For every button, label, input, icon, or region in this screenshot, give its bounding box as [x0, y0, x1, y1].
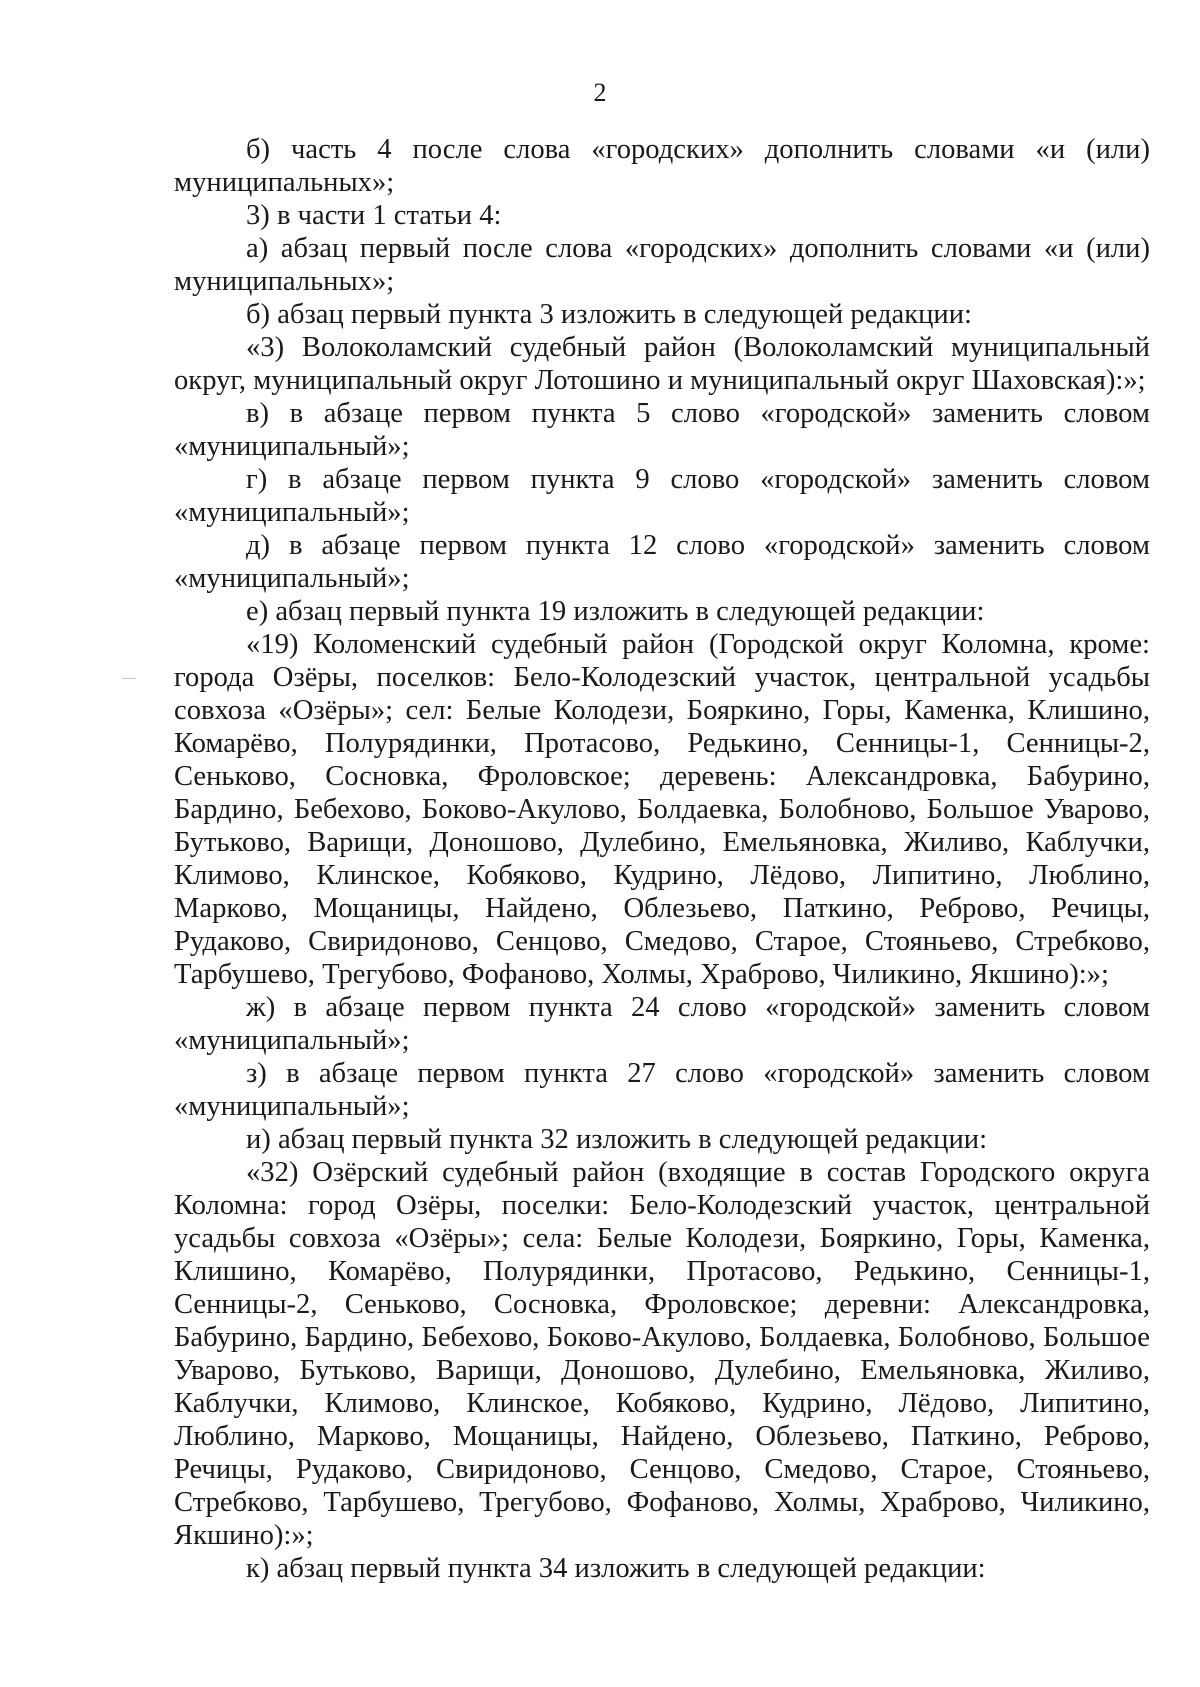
paragraph: «32) Озёрский судебный район (входящие в состав Городского округа Коломна: город Озёры, поселки: Бело-Колодезский участок, центральной усадьбы совхоза «Озёры»; села: Белые Колодези, Бояркино, Горы, Каменка, Клишино, Комарёво, Полурядинки, Протасово, Редькино, Сенницы-1, Сенницы-2, Сеньково, Сосновка, Фроловское; деревни: Александровка, Бабурино, Бардино, Бебехово, Боково-Акулово, Болдаевка, Болобново, Большое Уварово, Бутьково, Варищи, Доношово, Дулебино, Емельяновка, Жиливо, Каблучки, Климово, Клинское, Кобяково, Кудрино, Лёдово, Липитино, Люблино, Марково, Мощаницы, Найдено, Облезьево, Паткино, Реброво, Речицы, Рудаково, Свиридоново, Сенцово, Смедово, Старое, Стояньево, Стребково, Тарбушево, Трегубово, Фофаново, Холмы, Храброво, Чиликино, Якшино):»; — [174, 1157, 1150, 1551]
paragraph: «19) Коломенский судебный район (Городской округ Коломна, кроме: города Озёры, поселков: Бело-Колодезский участок, центральной усадьбы совхоза «Озёры»; сел: Белые Колодези, Бояркино, Горы, Каменка, Клишино, Комарёво, Полурядинки, Протасово, Редькино, Сенницы-1, Сенницы-2, Сеньково, Сосновка, Фроловское; деревень: Александровка, Бабурино, Бардино, Бебехово, Боково-Акулово, Болдаевка, Болобново, Большое Уварово, Бутьково, Варищи, Доношово, Дулебино, Емельяновка, Жиливо, Каблучки, Климово, Клинское, Кобяково, Кудрино, Лёдово, Липитино, Люблино, Марково, Мощаницы, Найдено, Облезьево, Паткино, Реброво, Речицы, Рудаково, Свиридоново, Сенцово, Смедово, Старое, Стояньево, Стребково, Тарбушево, Трегубово, Фофаново, Холмы, Храброво, Чиликино, Якшино):»; — [174, 629, 1150, 990]
paragraph: к) абзац первый пункта 34 изложить в следующей редакции: — [246, 1553, 986, 1584]
paragraph: б) абзац первый пункта 3 изложить в следующей редакции: — [246, 299, 972, 330]
paragraph: ж) в абзаце первом пункта 24 слово «городской» заменить словом «муниципальный»; — [174, 992, 1150, 1056]
paragraph: д) в абзаце первом пункта 12 слово «городской» заменить словом «муниципальный»; — [174, 530, 1150, 594]
paragraph: з) в абзаце первом пункта 27 слово «городской» заменить словом «муниципальный»; — [174, 1058, 1150, 1122]
document-body — [174, 133, 1150, 1585]
paragraph: е) абзац первый пункта 19 изложить в следующей редакции: — [246, 596, 985, 627]
scan-artifact — [122, 678, 136, 679]
page-number: 2 — [593, 78, 607, 107]
paragraph: и) абзац первый пункта 32 изложить в следующей редакции: — [246, 1124, 988, 1155]
paragraph: «3) Волоколамский судебный район (Волоколамский муниципальный округ, муниципальный округ Лотошино и муниципальный округ Шаховская):»; — [174, 332, 1150, 396]
paragraph: 3) в части 1 статьи 4: — [246, 200, 502, 231]
paragraph: а) абзац первый после слова «городских» дополнить словами «и (или) муниципальных»; — [174, 233, 1150, 297]
paragraph: г) в абзаце первом пункта 9 слово «городской» заменить словом «муниципальный»; — [174, 464, 1150, 528]
paragraph: б) часть 4 после слова «городских» дополнить словами «и (или) муниципальных»; — [174, 134, 1150, 198]
paragraph: в) в абзаце первом пункта 5 слово «городской» заменить словом «муниципальный»; — [174, 398, 1150, 462]
